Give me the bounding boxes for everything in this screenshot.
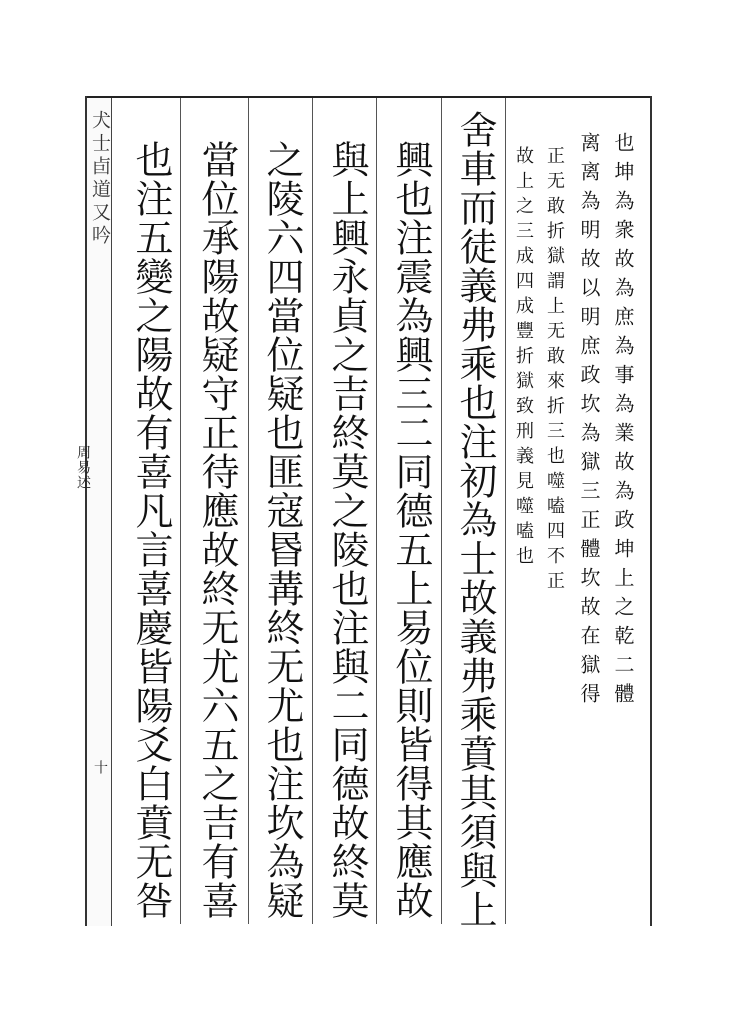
text-column-1: 也坤為衆故為庶為事為業故為政坤上之乾二體 xyxy=(611,132,635,712)
page-number: 十 xyxy=(92,760,108,774)
text-column-6: 興也注震為興三二同德五上易位則皆得其應故 xyxy=(389,140,433,920)
column-rule xyxy=(376,98,377,924)
text-column-2: 离离為明故以明庶政坎為獄三正體坎故在獄得 xyxy=(577,132,601,712)
text-column-4: 故上之三成四成豐折獄致刑義見噬嗑也 xyxy=(513,146,534,571)
margin-header-text: 犬士卣道又吟 xyxy=(89,110,111,248)
column-rule xyxy=(312,98,313,924)
text-column-8: 之陵六四當位疑也匪寇昬冓終无尤也注坎為疑 xyxy=(260,140,304,920)
text-column-5: 舍車而徒義弗乘也注初為士故義弗乘賁其須與上 xyxy=(453,110,497,929)
column-rule xyxy=(441,98,442,924)
page-edge xyxy=(0,0,18,1024)
text-column-3: 正无敢折獄謂上无敢來折三也噬嗑四不正 xyxy=(544,146,565,596)
text-column-10: 也注五變之陽故有喜凡言喜慶皆陽爻白賁无咎 xyxy=(129,140,173,920)
text-column-7: 與上興永貞之吉終莫之陵也注與二同德故終莫 xyxy=(325,140,369,920)
frame-right-border xyxy=(650,96,652,926)
book-title: 周易述 xyxy=(75,445,91,490)
frame-top-border xyxy=(85,96,651,98)
column-rule xyxy=(505,98,506,924)
column-rule xyxy=(248,98,249,924)
column-rule xyxy=(180,98,181,924)
text-column-9: 當位承陽故疑守正待應故終无尤六五之吉有喜 xyxy=(195,140,239,920)
